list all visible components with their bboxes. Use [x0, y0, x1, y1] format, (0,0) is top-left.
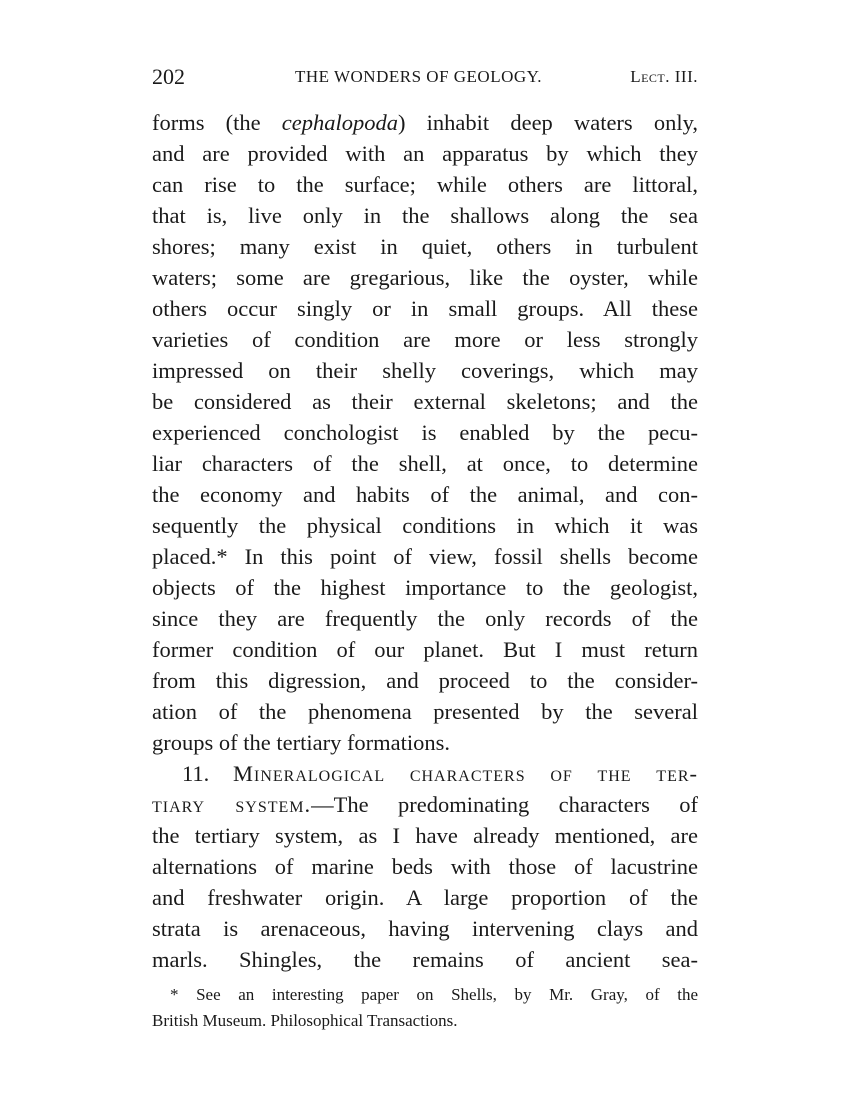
- footnote: [152, 982, 698, 1034]
- text-line: varieties of condition are more or less strongly: [152, 327, 698, 352]
- body-text: [152, 107, 698, 975]
- section-heading: [152, 758, 698, 789]
- section-title-part-2: tiary system.: [152, 792, 312, 817]
- running-title: THE WONDERS OF GEOLOGY.: [295, 67, 542, 86]
- text-line: from this digression, and proceed to the consider-: [152, 668, 698, 693]
- section-number: 11.: [182, 761, 210, 786]
- lecture-label: Lect. III.: [630, 67, 698, 86]
- text-line: groups of the tertiary formations.: [152, 730, 451, 755]
- text-line-1: forms (the cephalopoda) inhabit deep waters only,: [152, 110, 698, 135]
- text-line: shores; many exist in quiet, others in turbulent: [152, 234, 698, 259]
- text-line: placed.* In this point of view, fossil shells become: [152, 544, 698, 569]
- page-number: 202: [152, 64, 185, 89]
- text-line: impressed on their shelly coverings, which may: [152, 358, 698, 383]
- text-line: sequently the physical conditions in which it was: [152, 513, 698, 538]
- footnote-line: British Museum. Philosophical Transactions.: [152, 1011, 458, 1030]
- text-line: since they are frequently the only records of the: [152, 606, 698, 631]
- text-line: alternations of marine beds with those of lacustrine: [152, 854, 698, 879]
- section-title-part-1: Mineralogical characters of the ter-: [233, 761, 698, 786]
- text-line: others occur singly or in small groups. All these: [152, 296, 698, 321]
- text-line: waters; some are gregarious, like the oyster, while: [152, 265, 698, 290]
- section-heading-continued: [152, 789, 698, 820]
- text-line: marls. Shingles, the remains of ancient sea-: [152, 947, 698, 972]
- text-line: be considered as their external skeletons; and the: [152, 389, 698, 414]
- text-line: can rise to the surface; while others are littoral,: [152, 172, 698, 197]
- text-line: liar characters of the shell, at once, to determine: [152, 451, 698, 476]
- text-line: the tertiary system, as I have already mentioned, are: [152, 823, 698, 848]
- text-line: and freshwater origin. A large proportion of the: [152, 885, 698, 910]
- section-text-start: —The predominating characters of: [311, 792, 698, 817]
- text-line: that is, live only in the shallows along the sea: [152, 203, 698, 228]
- text-line: experienced conchologist is enabled by the pecu-: [152, 420, 698, 445]
- text-line: ation of the phenomena presented by the several: [152, 699, 698, 724]
- text-line: strata is arenaceous, having intervening clays and: [152, 916, 698, 941]
- running-header: [152, 64, 698, 94]
- text-line: objects of the highest importance to the geologist,: [152, 575, 698, 600]
- footnote-line: * See an interesting paper on Shells, by Mr. Gray, of the: [170, 985, 698, 1004]
- text-line: former condition of our planet. But I must return: [152, 637, 698, 662]
- text-line: and are provided with an apparatus by which they: [152, 141, 698, 166]
- text-line: the economy and habits of the animal, and con-: [152, 482, 698, 507]
